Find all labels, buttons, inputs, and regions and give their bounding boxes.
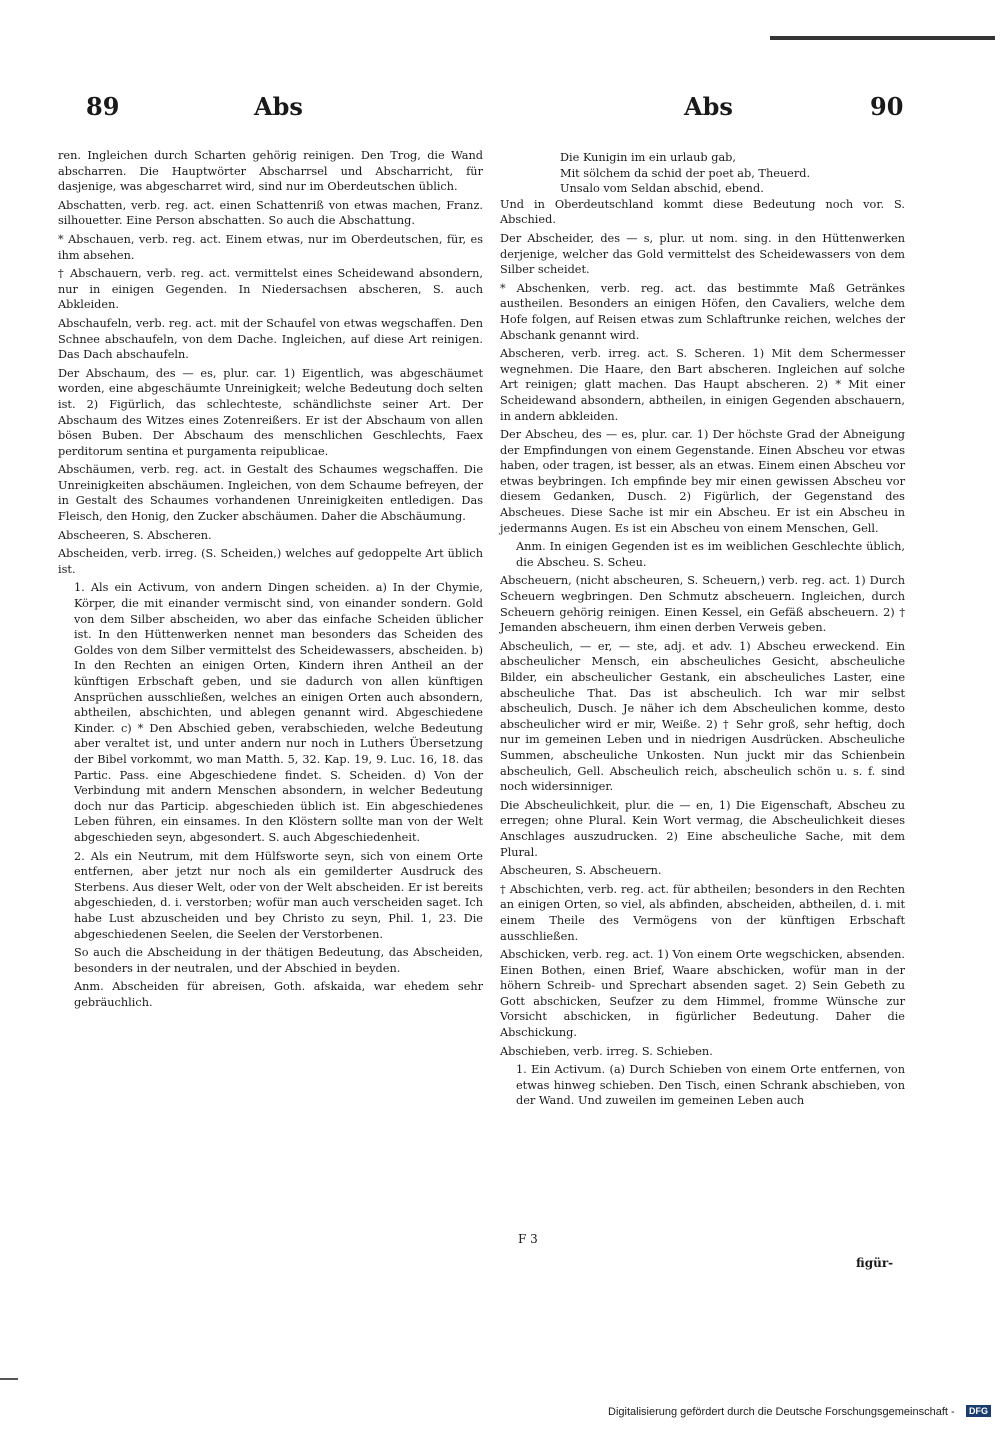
entry-abscheiden-sense-1: 1. Als ein Activum, von andern Dingen scheiden. a) In der Chymie, Körper, die mit einander vermischt sind, von einander sondern. Gold von dem Silber abscheiden, wo aber das einfache Scheiden üblicher ist. In den Hüttenwerken nennet man besonders das Scheiden des Goldes von dem Silber vermittelst des Scheidewassers, abscheiden. b) In den Rechten an einigen Orten, Kindern ihren Antheil an der künftigen Erbschaft geben, und sie dadurch von allen künftigen Ansprüchen ausschließen, welches an einigen Orten auch absondern, abtheilen, abschichten, und ablegen genannt wird. Abgeschiedene Kinder. c) * Den Abschied geben, verabschieden, welche Bedeutung aber veraltet ist, und unter andern nur noch in Luthers Übersetzung der Bibel vorkommt, wo man Matth. 5, 32. Kap. 19, 9. Luc. 16, 18. das Partic. Pass. eine Abgeschiedene findet. S. Scheiden. d) Von der Verbindung mit andern Menschen absondern, in welcher Bedeutung doch nur das Particip. abgeschieden üblich ist. Ein abgeschiedenes Leben führen, ein einsames. In den Klöstern sollte man von der Welt abgeschieden seyn, abgesondert. S. auch Abgeschiedenheit. (74, 581, 483, 844)
entry-abscheeren: Abscheeren, S. Abscheren. (58, 528, 212, 542)
scan-edge-line (770, 36, 995, 40)
entry-abschauern: † Abschauern, verb. reg. act. vermittelst eines Scheidewand absondern, nur in einigen Gegenden. In Niedersachsen abscheren, S. auch Abkleiden. (58, 267, 483, 312)
entry-abscheuern: Abscheuern, (nicht abscheuren, S. Scheuern,) verb. reg. act. 1) Durch Scheuern wegbringen. Den Schmutz abscheuern. Ingleichen, durch Scheuern gehörig reinigen. Einen Kessel, ein Gefäß abscheuern. 2) † Jemanden abscheuern, ihm einen derben Verweis geben. (500, 574, 905, 635)
entry-abscheren: Abscheren, verb. irreg. act. S. Scheren. 1) Mit dem Schermesser wegnehmen. Die Haare, den Bart abscheren. Ingleichen auf solche Art reinigen; glatt machen. Das Haupt abscheren. 2) * Mit einer Scheidewand absondern, abtheilen, in einigen Gegenden abschauern, in andern abkleiden. (500, 347, 905, 423)
entry-abschieben: Abschieben, verb. irreg. S. Schieben. (500, 1044, 713, 1058)
entry-abscheuren: Abscheuren, S. Abscheuern. (500, 864, 662, 878)
entry-abscheiden-note: Anm. Abscheiden für abreisen, Goth. afskaida, war ehedem sehr gebräuchlich. (74, 980, 483, 1009)
digitization-credit: Digitalisierung gefördert durch die Deutsche Forschungsgemeinschaft - (608, 1406, 955, 1418)
entry-abscheu-note: Anm. In einigen Gegenden ist es im weiblichen Geschlechte üblich, die Abscheu. S. Scheu. (516, 540, 905, 569)
verse-line: Mit sölchem da schid der poet ab, Theuerd. (560, 166, 811, 180)
entry-abschaeumen: Abschäumen, verb. reg. act. in Gestalt des Schaumes wegschaffen. Die Unreinigkeiten abschäumen. Ingleichen, von dem Schaume befreyen, der in Gestalt des Schaumes vorhandenen Unreinigkeiten entledigen. Das Fleisch, den Honig, den Zucker abschäumen. Daher die Abschäumung. (58, 463, 483, 524)
entry-abschenken: * Abschenken, verb. reg. act. das bestimmte Maß Getränkes austheilen. Besonders an einigen Höfen, den Cavaliers, welche dem Hofe folgen, auf Reisen etwas zum Schlaftrunke reichen, welches der Abschank genannt wird. (500, 281, 905, 342)
entry-continuation: ren. Ingleichen durch Scharten gehörig reinigen. Den Trog, die Wand abscharren. Die Hauptwörter Abscharrsel und Abscharricht, für dasjenige, was abgescharret wird, sind nur im Oberdeutschen üblich. (58, 149, 483, 194)
signature-mark: F 3 (518, 1232, 538, 1246)
entry-abscheu: Der Abscheu, des — es, plur. car. 1) Der höchste Grad der Abneigung der Empfindungen von einem Gegenstande. Einen Abscheu vor etwas haben, oder tragen, ist besser, als an etwas. Einem einen Abscheu vor etwas beybringen. Ich empfinde bey mir einen gewissen Abscheu vor diesem Gedanken, Dusch. 2) Figürlich, der Gegenstand des Abscheues. Diese Sache ist mir ein Abscheu. Er ist ein Abscheu in jedermanns Augen. Es ist ein Abscheu von einem Menschen, Gell. (500, 428, 905, 535)
left-running-head: Abs (254, 92, 303, 121)
right-running-head: Abs (684, 92, 733, 121)
entry-abschieben-sense-1: 1. Ein Activum. (a) Durch Schieben von einem Orte entfernen, von etwas hinweg schieben. Den Tisch, einen Schrank abschieben, von der Wand. Und zuweilen im gemeinen Leben auch (516, 1063, 905, 1108)
verse-line: Unsalo vom Seldan abschid, ebend. (560, 182, 764, 196)
scan-margin-mark (0, 1378, 18, 1380)
entry-abscheiden: Abscheiden, verb. irreg. (S. Scheiden,) welches auf gedoppelte Art üblich ist. (58, 547, 483, 576)
entry-abscheulichkeit: Die Abscheulichkeit, plur. die — en, 1) Die Eigenschaft, Abscheu zu erregen; ohne Plural. Kein Wort vermag, die Abscheulichkeit dieses Anschlages auszudrucken. 2) Eine abscheuliche Sache, mit dem Plural. (500, 798, 905, 859)
entry-continuation: Und in Oberdeutschland kommt diese Bedeutung noch vor. S. Abschied. (500, 197, 905, 227)
entry-abscheider: Der Abscheider, des — s, plur. ut nom. sing. in den Hüttenwerken derjenige, welcher das Gold vermittelst des Scheidewassers von dem Silber scheidet. (500, 231, 905, 277)
entry-abschichten: † Abschichten, verb. reg. act. für abtheilen; besonders in den Rechten an einigen Orten, so viel, als abfinden, abscheiden, abtheilen, d. i. mit einem Theile des Vermögens von der künftigen Erbschaft ausschließen. (500, 882, 905, 943)
catchword: figür- (856, 1256, 894, 1270)
entry-abschaufeln: Abschaufeln, verb. reg. act. mit der Schaufel von etwas wegschaffen. Den Schnee abschaufeln, von dem Dache. Ingleichen, auf diese Art reinigen. Das Dach abschaufeln. (58, 316, 483, 362)
verse-line: Die Kunigin im ein urlaub gab, (560, 151, 737, 164)
right-column (500, 150, 905, 1112)
entry-abscheulich: Abscheulich, — er, — ste, adj. et adv. 1) Abscheu erweckend. Ein abscheulicher Mensch, ein abscheuliches Gesicht, abscheuliche Bilder, ein abscheulicher Gestank, ein abscheuliches Laster, eine abscheuliche That. Das ist abscheulich. Ich war mir selbst abscheulich, Dusch. Je näher ich dem Abscheulichen komme, desto abscheulicher wird er mir, Weiße. 2) † Sehr groß, sehr heftig, doch nur im gemeinen Leben und in niedrigen Ausdrücken. Abscheuliche Summen, abscheuliche Unkosten. Nun juckt mir das Schienbein abscheulich, Gell. Abscheulich reich, abscheulich schön u. s. f. sind noch widersinniger. (500, 639, 905, 794)
entry-abschatten: Abschatten, verb. reg. act. einen Schattenriß von etwas machen, Franz. silhouetter. Eine Person abschatten. So auch die Abschattung. (58, 198, 483, 228)
entry-abscheiden-sense-2: 2. Als ein Neutrum, mit dem Hülfsworte seyn, sich von einem Orte entfernen, aber jetzt nur noch als ein gemilderter Ausdruck des Sterbens. Aus dieser Welt, oder von der Welt abscheiden. Er ist bereits abgeschieden, d. i. verstorben; wofür man auch verscheiden saget. Ich habe Lust abzuscheiden und bey Christo zu seyn, Phil. 1, 23. Die abgeschiedenen Seelen, die Seelen der Verstorbenen. (74, 849, 483, 941)
left-column (58, 148, 483, 1013)
entry-abschauen: * Abschauen, verb. reg. act. Einem etwas, nur im Oberdeutschen, für, es ihm absehen. (58, 232, 483, 262)
entry-abscheiden-derived: So auch die Abscheidung in der thätigen Bedeutung, das Abscheiden, besonders in der neutralen, und der Abschied in beyden. (74, 946, 483, 975)
right-page-number: 90 (870, 92, 904, 121)
entry-abschaum: Der Abschaum, des — es, plur. car. 1) Eigentlich, was abgeschäumet worden, eine abgeschäumte Unreinigkeit; welche Bedeutung doch selten ist. 2) Figürlich, das schlechteste, schändlichste seiner Art. Der Abschaum des Witzes eines Zotenreißers. Er ist der Abschaum von allen bösen Buben. Der Abschaum des menschlichen Geschlechts, Faex perditorum sentina et purgamenta reipublicae. (58, 366, 483, 458)
dfg-logo: DFG (966, 1405, 991, 1417)
entry-abschicken: Abschicken, verb. reg. act. 1) Von einem Orte wegschicken, absenden. Einen Bothen, einen Brief, Waare abschicken, wofür man in der höhern Schreib- und Sprechart absenden saget. 2) Sein Gebeth zu Gott abschicken, Seufzer zu dem Himmel, fromme Wünsche zur Vorsicht abschicken, in figürlicher Bedeutung. Daher die Abschickung. (500, 948, 905, 1040)
left-page-number: 89 (86, 92, 120, 121)
